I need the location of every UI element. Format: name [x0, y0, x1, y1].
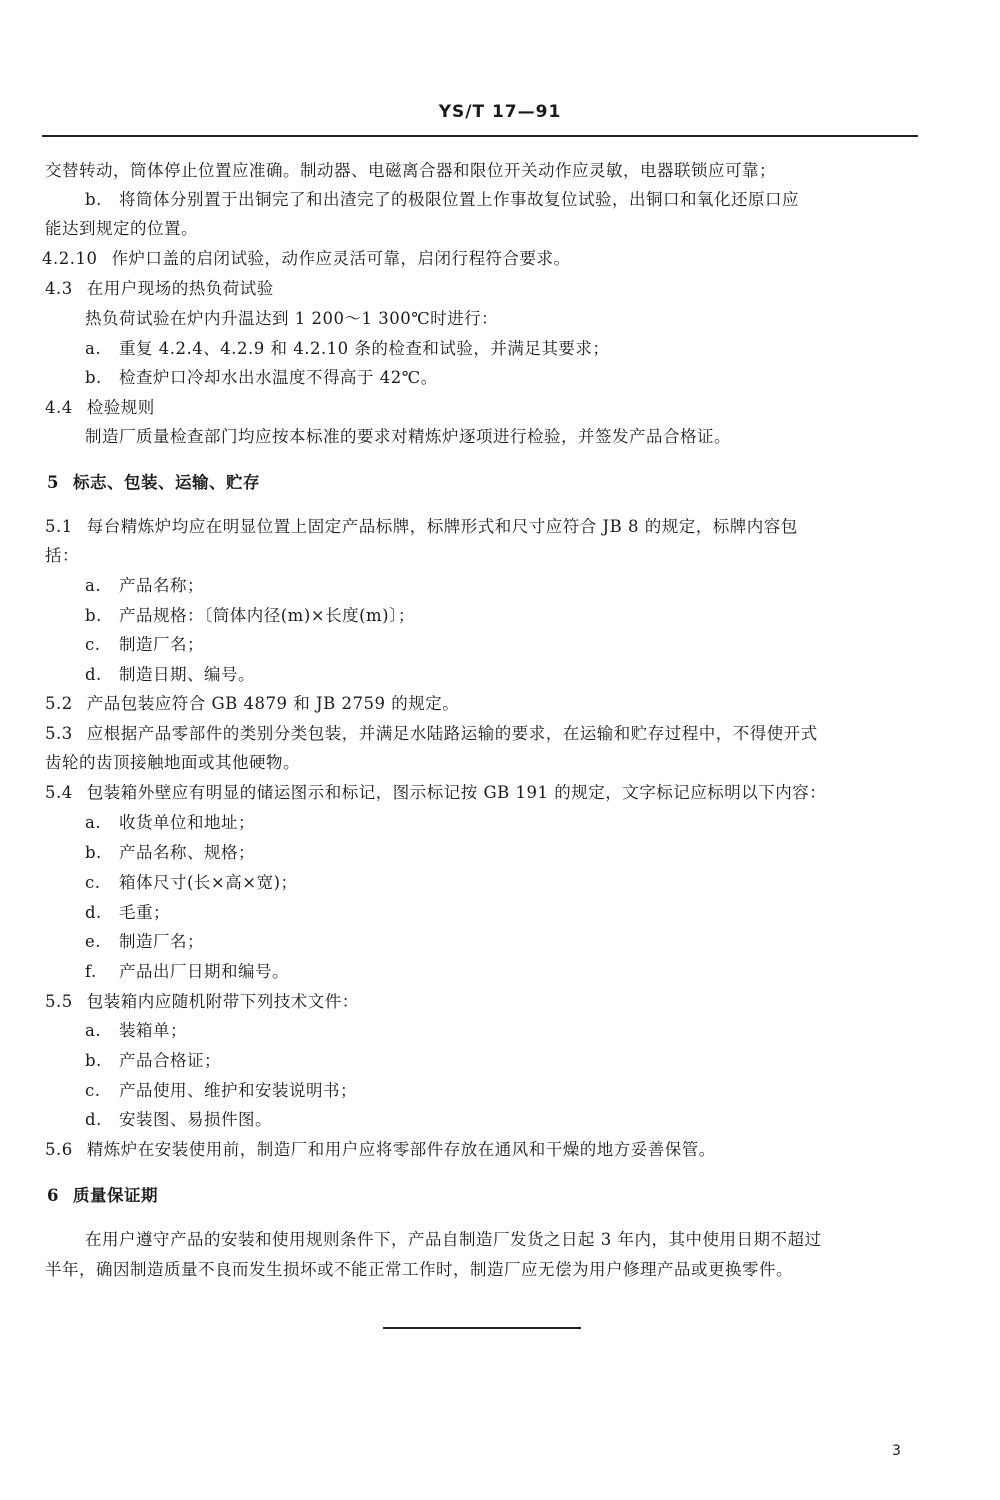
clause-number: 5.1 [45, 517, 73, 536]
clause-line [45, 278, 274, 300]
line-text: 精炼炉在安装使用前，制造厂和用户应将零部件存放在通风和干燥的地方妥善保管。 [86, 1140, 716, 1159]
body-line [45, 1259, 793, 1281]
section-heading [47, 472, 260, 494]
line-text: 产品名称； [119, 576, 204, 595]
item-letter: a. [85, 339, 102, 358]
clause-line [45, 397, 155, 419]
list-item [85, 902, 170, 924]
clause-line [45, 516, 798, 538]
clause-number: 5.2 [45, 694, 73, 713]
line-text: 产品规格：〔筒体内径(m)×长度(m)〕； [119, 606, 415, 625]
line-text: 齿轮的齿顶接触地面或其他硬物。 [45, 753, 300, 772]
list-item [85, 338, 609, 360]
item-letter: b. [85, 1051, 102, 1070]
line-text: 产品名称、规格； [119, 843, 255, 862]
clause-line [45, 782, 826, 804]
line-text: 制造厂名； [119, 932, 204, 951]
end-rule [383, 1327, 581, 1329]
list-item [85, 605, 415, 627]
body-line [85, 308, 498, 330]
line-text: 检查炉口冷却水出水温度不得高于 42℃。 [119, 368, 438, 387]
line-text: 半年，确因制造质量不良而发生损坏或不能正常工作时，制造厂应无偿为用户修理产品或更换零件。 [45, 1260, 793, 1279]
clause-line [45, 991, 359, 1013]
clause-number: 5.4 [45, 783, 73, 802]
clause-line [45, 723, 818, 745]
clause-number: 4.3 [45, 279, 73, 298]
item-letter: f. [85, 962, 97, 981]
list-item [85, 367, 438, 389]
line-text: 能达到规定的位置。 [45, 219, 198, 238]
line-text: 在用户现场的热负荷试验 [86, 279, 274, 298]
section-title: 质量保证期 [72, 1186, 158, 1205]
item-letter: e. [85, 932, 102, 951]
line-text: 包装箱内应随机附带下列技术文件： [86, 992, 359, 1011]
body-line [85, 426, 731, 448]
clause-line [45, 1139, 716, 1161]
clause-line [45, 693, 459, 715]
body-line [45, 160, 776, 182]
list-item [85, 634, 204, 656]
clause-line [42, 248, 570, 270]
line-text: 交替转动，筒体停止位置应准确。制动器、电磁离合器和限位开关动作应灵敏，电器联锁应可靠； [45, 161, 776, 180]
clause-number: 5.3 [45, 724, 73, 743]
line-text: 制造日期、编号。 [119, 665, 255, 684]
clause-number: 5.6 [45, 1140, 73, 1159]
line-text: 产品出厂日期和编号。 [119, 962, 289, 981]
list-item [85, 664, 255, 686]
item-letter: d. [85, 665, 102, 684]
list-item [85, 961, 289, 983]
item-letter: c. [85, 635, 101, 654]
line-text: 在用户遵守产品的安装和使用规则条件下，产品自制造厂发货之日起 3 年内，其中使用日期不超过 [85, 1230, 822, 1249]
line-text: 每台精炼炉均应在明显位置上固定产品标牌，标牌形式和尺寸应符合 JB 8 的规定，标牌内容包 [86, 517, 798, 536]
item-letter: a. [85, 576, 102, 595]
line-text: 装箱单； [119, 1021, 187, 1040]
page-number: 3 [892, 1443, 901, 1459]
line-text: 收货单位和地址； [119, 813, 255, 832]
list-item [85, 1109, 272, 1131]
section-number: 6 [47, 1186, 59, 1205]
list-item [85, 842, 255, 864]
body-line [85, 1229, 822, 1251]
list-item [85, 1080, 357, 1102]
item-letter: a. [85, 1021, 102, 1040]
standard-code-header: YS/T 17—91 [438, 102, 562, 122]
item-letter: b. [85, 368, 102, 387]
line-text: 制造厂名； [119, 635, 204, 654]
list-item [85, 812, 255, 834]
line-text: 安装图、易损件图。 [119, 1110, 272, 1129]
section-heading [47, 1185, 158, 1207]
line-text: 检验规则 [86, 398, 155, 417]
line-text: 产品合格证； [119, 1051, 221, 1070]
line-text: 将筒体分别置于出铜完了和出渣完了的极限位置上作事故复位试验，出铜口和氧化还原口应 [119, 190, 799, 209]
list-item [85, 1020, 187, 1042]
list-item [85, 931, 204, 953]
header-rule [42, 135, 918, 137]
line-text: 产品包装应符合 GB 4879 和 JB 2759 的规定。 [86, 694, 460, 713]
item-letter: b. [85, 606, 102, 625]
item-letter: a. [85, 813, 102, 832]
item-letter: b. [85, 843, 102, 862]
clause-number: 4.4 [45, 398, 73, 417]
line-text: 作炉口盖的启闭试验，动作应灵活可靠，启闭行程符合要求。 [111, 249, 571, 268]
body-line [45, 752, 300, 774]
list-item [85, 1050, 221, 1072]
line-text: 应根据产品零部件的类别分类包装，并满足水陆路运输的要求，在运输和贮存过程中，不得使开式 [86, 724, 818, 743]
body-line [45, 545, 79, 567]
section-title: 标志、包装、运输、贮存 [72, 473, 260, 492]
line-text: 箱体尺寸(长×高×宽)； [119, 873, 298, 892]
list-item [85, 575, 204, 597]
item-letter: c. [85, 873, 101, 892]
body-line [45, 218, 198, 240]
line-text: 制造厂质量检查部门均应按本标准的要求对精炼炉逐项进行检验，并签发产品合格证。 [85, 427, 731, 446]
list-item [85, 872, 298, 894]
line-text: 括： [45, 546, 79, 565]
list-item [85, 189, 799, 211]
section-number: 5 [47, 473, 59, 492]
line-text: 重复 4.2.4、4.2.9 和 4.2.10 条的检查和试验，并满足其要求； [119, 339, 610, 358]
item-letter: d. [85, 1110, 102, 1129]
clause-number: 4.2.10 [42, 249, 98, 268]
item-letter: b. [85, 190, 102, 209]
item-letter: d. [85, 903, 102, 922]
line-text: 产品使用、维护和安装说明书； [119, 1081, 357, 1100]
item-letter: c. [85, 1081, 101, 1100]
line-text: 毛重； [119, 903, 170, 922]
line-text: 热负荷试验在炉内升温达到 1 200～1 300℃时进行： [85, 309, 499, 328]
clause-number: 5.5 [45, 992, 73, 1011]
line-text: 包装箱外壁应有明显的储运图示和标记，图示标记按 GB 191 的规定，文字标记应标明以下内容： [86, 783, 827, 802]
